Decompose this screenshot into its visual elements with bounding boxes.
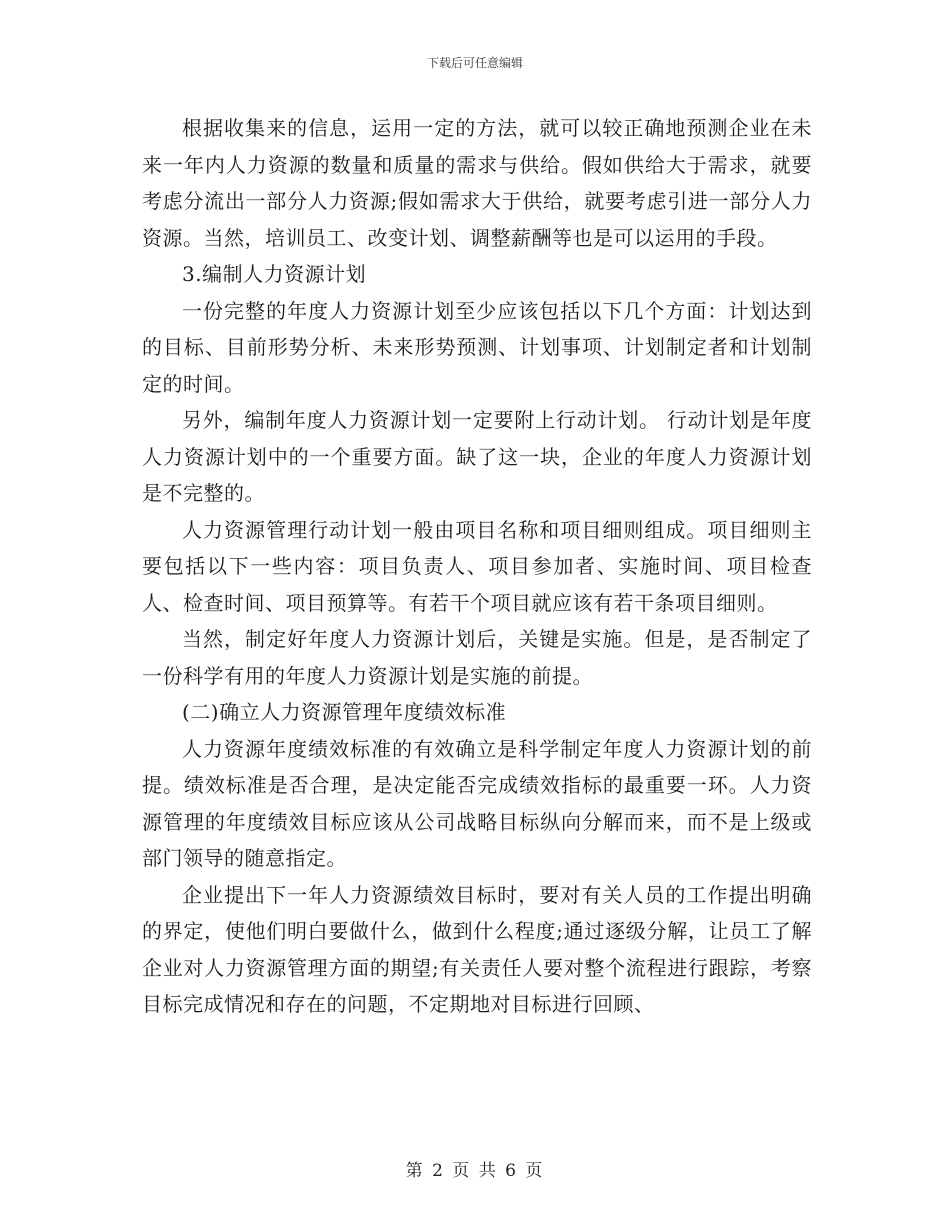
paragraph-forecast: 根据收集来的信息，运用一定的方法，就可以较正确地预测企业在未来一年内人力资源的数量和质量的需求与供给。假如供给大于需求，就要考虑分流出一部分人力资源;假如需求大于供给，就要考虑引进一部分人力资源。当然，培训员工、改变计划、调整薪酬等也是可以运用的手段。 <box>142 116 812 250</box>
paragraph-implementation: 当然，制定好年度人力资源计划后，关键是实施。但是，是否制定了一份科学有用的年度人力资源计划是实施的前提。 <box>142 627 812 688</box>
paragraph-action-plan: 另外，编制年度人力资源计划一定要附上行动计划。 行动计划是年度人力资源计划中的一个重要方面。缺了这一块，企业的年度人力资源计划是不完整的。 <box>142 408 812 505</box>
paragraph-project-details: 人力资源管理行动计划一般由项目名称和项目细则组成。项目细则主要包括以下一些内容：项目负责人、项目参加者、实施时间、项目检查人、检查时间、项目预算等。有若干个项目就应该有若干条项目细则。 <box>142 517 812 615</box>
page-header: 下载后可任意编辑 <box>426 56 523 70</box>
section-heading-2: (二)确立人力资源管理年度绩效标准 <box>182 700 507 724</box>
document-body <box>142 110 812 1023</box>
section-heading-3: 3.编制人力资源计划 <box>182 262 367 286</box>
paragraph-performance-standard: 人力资源年度绩效标准的有效确立是科学制定年度人力资源计划的前提。绩效标准是否合理，是决定能否完成绩效指标的最重要一环。人力资源管理的年度绩效目标应该从公司战略目标纵向分解而来，而不是上级或部门领导的随意指定。 <box>142 736 812 870</box>
paragraph-performance-goals: 企业提出下一年人力资源绩效目标时，要对有关人员的工作提出明确的界定，使他们明白要做什么，做到什么程度;通过逐级分解，让员工了解企业对人力资源管理方面的期望;有关责任人要对整个流程进行跟踪，考察目标完成情况和存在的问题，不定期地对目标进行回顾、 <box>142 882 812 1016</box>
page-number: 第 2 页 共 6 页 <box>405 1161 545 1181</box>
paragraph-plan-contents: 一份完整的年度人力资源计划至少应该包括以下几个方面：计划达到的目标、目前形势分析、未来形势预测、计划事项、计划制定者和计划制定的时间。 <box>142 298 812 396</box>
